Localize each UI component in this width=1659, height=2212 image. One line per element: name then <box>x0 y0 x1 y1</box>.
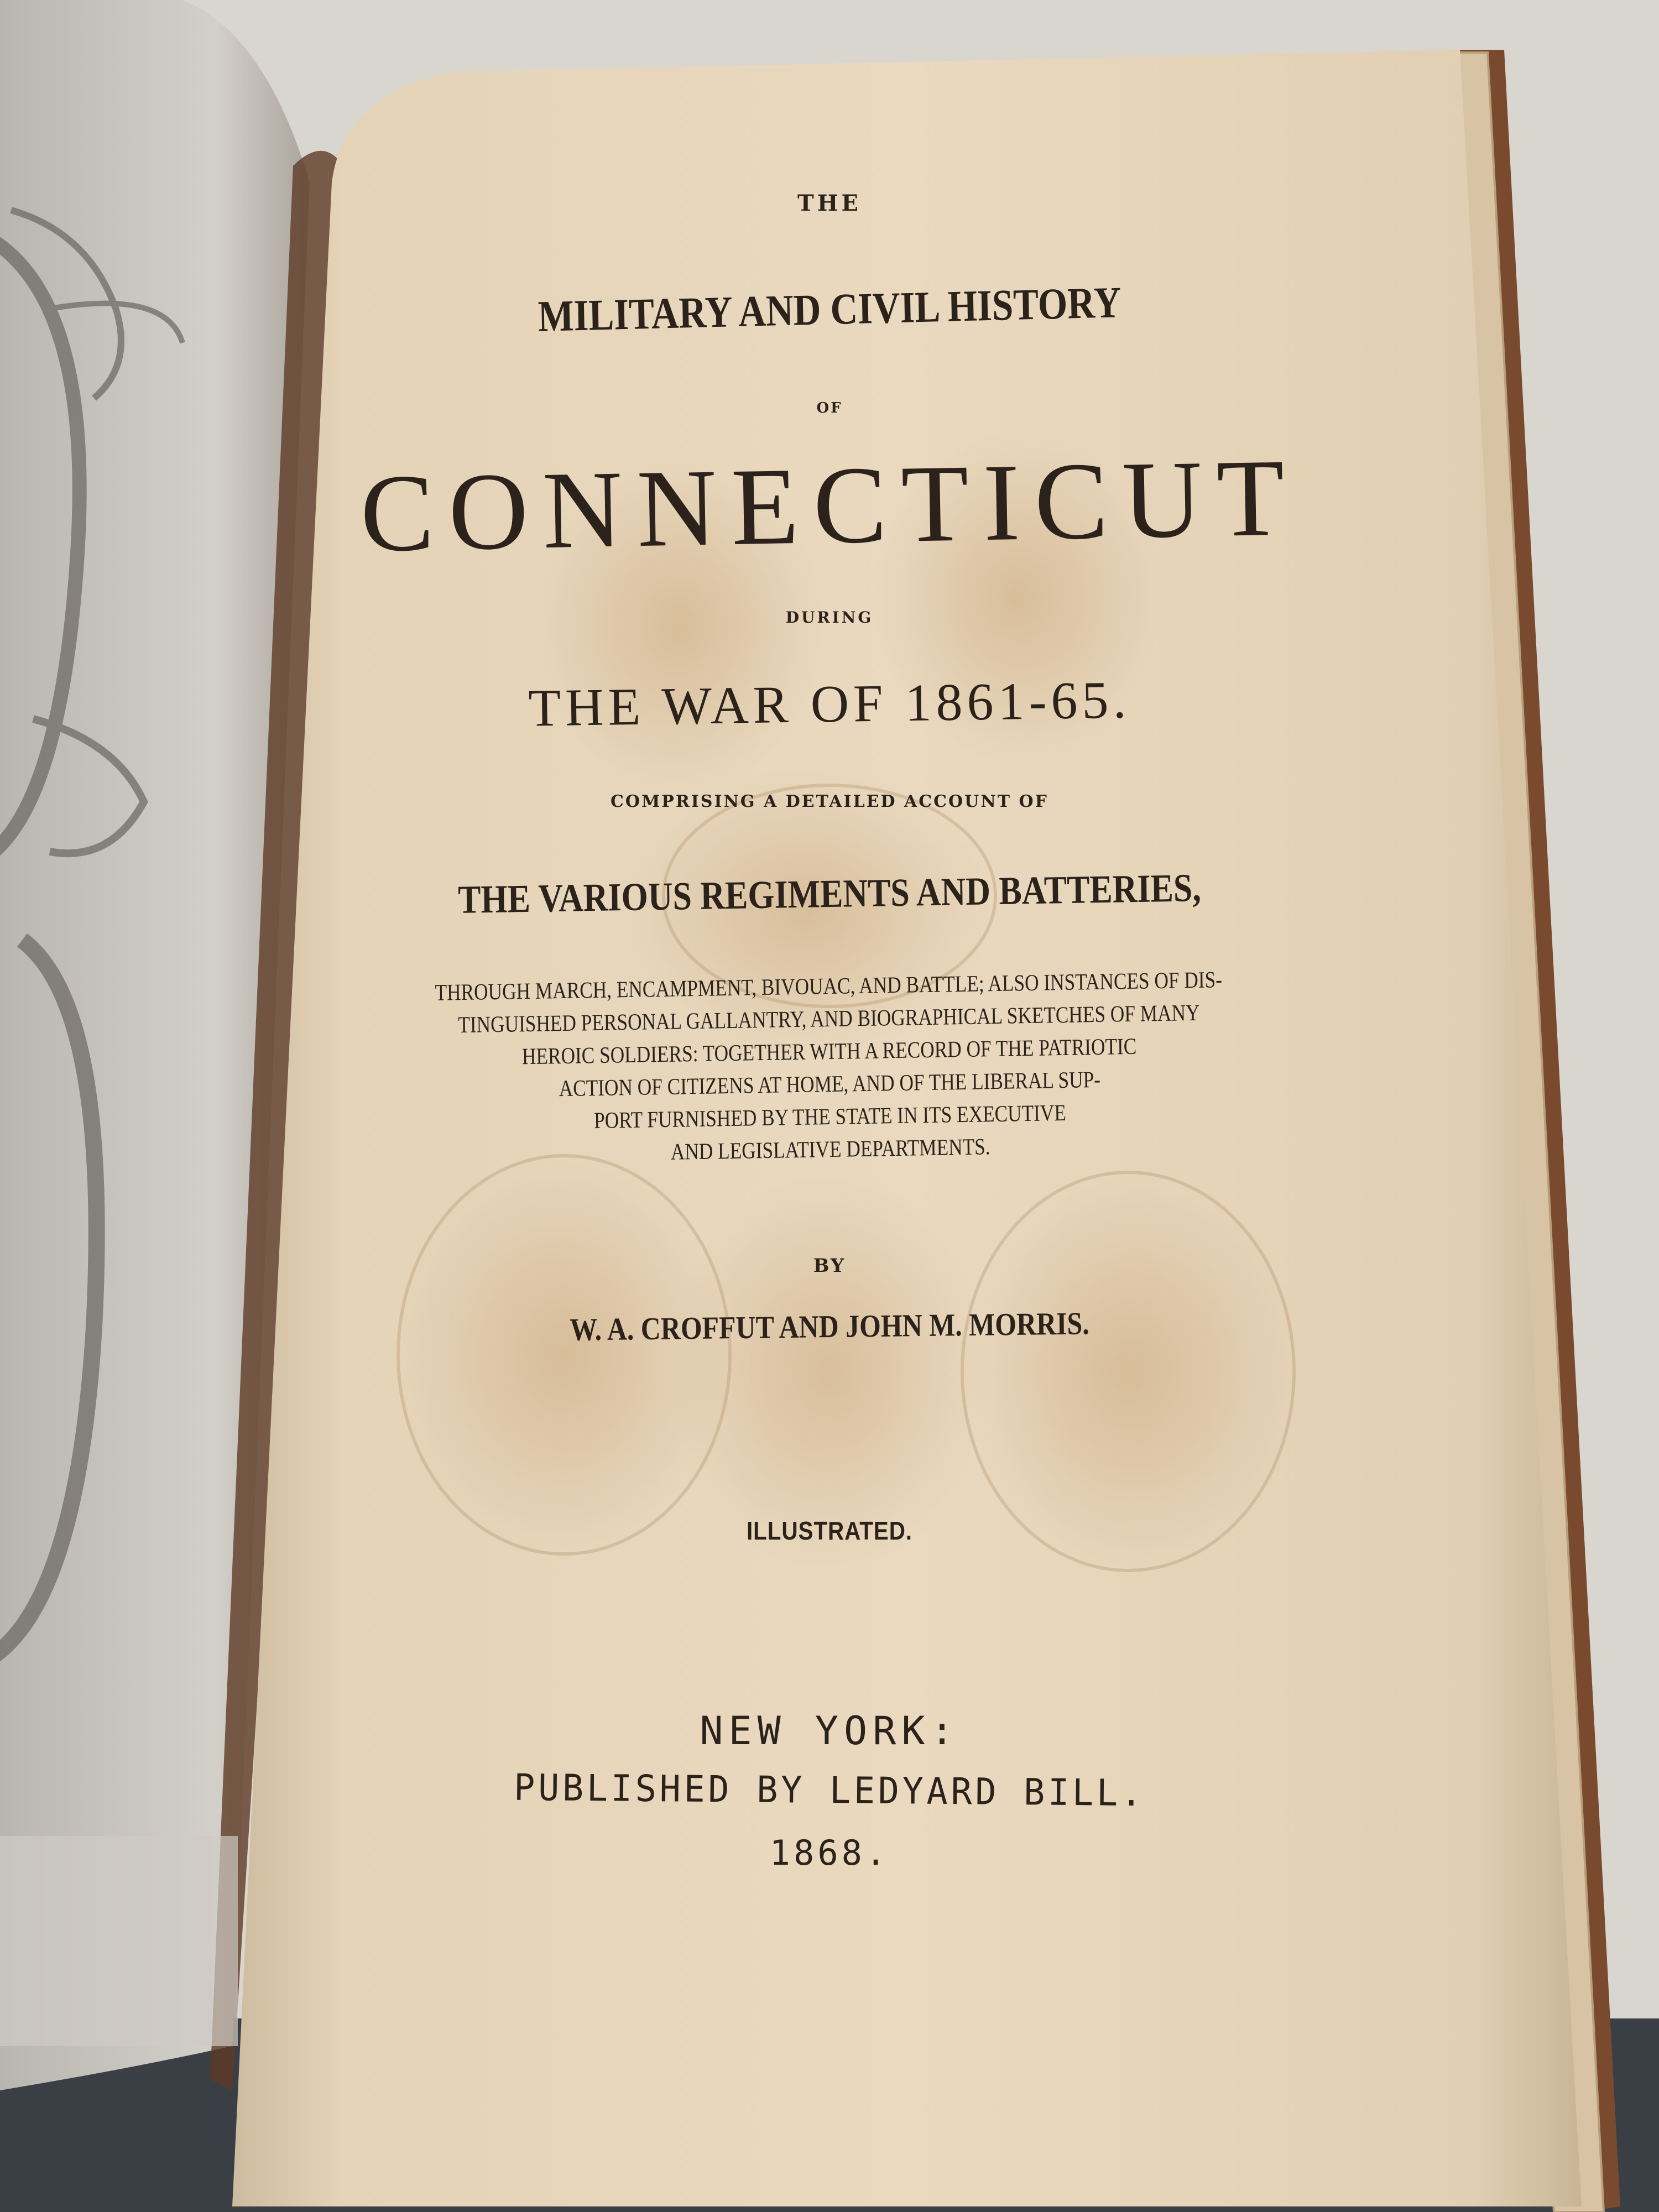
title-during: DURING <box>785 608 874 627</box>
imprint-city: NEW YORK: <box>700 1708 959 1754</box>
title-of: OF <box>816 400 843 416</box>
title-war-dates: THE WAR OF 1861-65. <box>528 670 1131 738</box>
imprint-publisher: PUBLISHED BY LEDYARD BILL. <box>513 1766 1146 1815</box>
description-line: ACTION OF CITIZENS AT HOME, AND OF THE LIBERAL SUP- <box>559 1067 1101 1102</box>
title-military-civil-history: MILITARY AND CIVIL HISTORY <box>537 278 1122 341</box>
illustrated-note: ILLUSTRATED. <box>747 1516 912 1545</box>
imprint-year: 1868. <box>769 1833 890 1873</box>
byline-by: BY <box>813 1255 846 1277</box>
subtitle-comprising: COMPRISING A DETAILED ACCOUNT OF <box>611 792 1048 811</box>
subtitle-regiments: THE VARIOUS REGIMENTS AND BATTERIES, <box>457 865 1202 922</box>
description-line: AND LEGISLATIVE DEPARTMENTS. <box>670 1134 990 1165</box>
title-the: THE <box>797 190 862 216</box>
description-line: TINGUISHED PERSONAL GALLANTRY, AND BIOGRAPHICAL SKETCHES OF MANY <box>458 1000 1200 1039</box>
description-line: THROUGH MARCH, ENCAMPMENT, BIVOUAC, AND BATTLE; ALSO INSTANCES OF DIS- <box>435 967 1223 1006</box>
description-line: PORT FURNISHED BY THE STATE IN ITS EXECUTIVE <box>593 1100 1067 1134</box>
description-line: HEROIC SOLDIERS: TOGETHER WITH A RECORD OF THE PATRIOTIC <box>521 1034 1137 1070</box>
description-block <box>132 959 1527 1178</box>
title-connecticut: CONNECTICUT <box>359 436 1300 575</box>
authors: W. A. CROFFUT AND JOHN M. MORRIS. <box>569 1305 1089 1348</box>
